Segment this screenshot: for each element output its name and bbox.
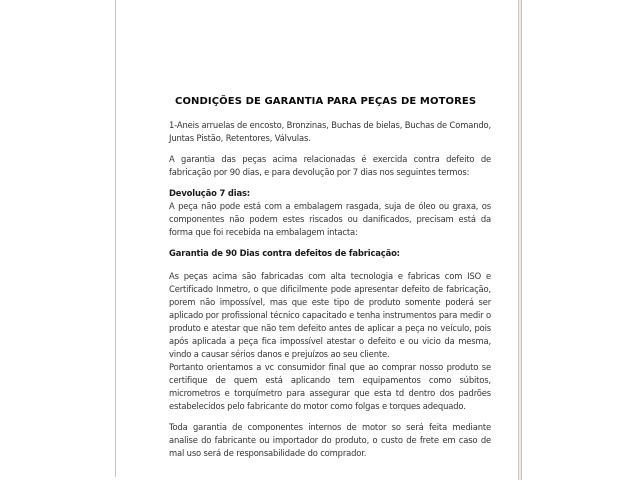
defects-warranty-paragraph-1: As peças acima são fabricadas com alta tecnologia e fabricas com ISO e Certificado Inmetro, o que dificilmente pode apresentar defeito de fabricação, porem não impossível, mas que este tipo de produto somente poderá ser aplicado por profissional técnico capacitado e tenha instrumentos para medir o produto e atestar que não tem defeito antes de aplicar a peça no veículo, pois após aplicada a peça fica impossível atestar o defeito e ou vicio da mesma, vindo a causar sérios danos e prejuízos ao seu cliente. <box>169 271 491 359</box>
document-title: CONDIÇÕES DE GARANTIA PARA PEÇAS DE MOTORES <box>175 96 477 107</box>
right-page-border <box>518 0 522 480</box>
defects-warranty-heading: Garantia de 90 Dias contra defeitos de fabricação: <box>169 248 400 258</box>
return-policy-heading: Devolução 7 dias: <box>169 188 251 198</box>
warranty-document <box>169 96 491 468</box>
warranty-summary-paragraph: A garantia das peças acima relacionadas é exercida contra defeito de fabricação por 90 dias, e para devolução por 7 dias nos seguintes termos: <box>169 154 491 177</box>
defects-warranty-section <box>169 270 491 413</box>
defects-warranty-paragraph-2: Portanto orientamos a vc consumidor final que ao comprar nosso produto se certifique de quem está aplicando tem equipamentos como súbitos, micrometros e torquímetro para assegurar que esta td dentro dos padrões estabelecidos pelo fabricante do motor como folgas e torques adequado. <box>169 362 491 411</box>
return-policy-section <box>169 187 491 239</box>
closing-paragraph: Toda garantia de componentes internos de motor so será feita mediante analise do fabricante ou importador do produto, o custo de frete em caso de mal uso será de responsabilidade do comprador. <box>169 422 491 458</box>
return-policy-paragraph: A peça não pode está com a embalagem rasgada, suja de óleo ou graxa, os componentes não podem estes riscados ou danificados, precisam está da forma que foi recebida na embalagem intacta: <box>169 201 491 237</box>
parts-list-paragraph: 1-Aneis arruelas de encosto, Bronzinas, Buchas de bielas, Buchas de Comando, Juntas Pistão, Retentores, Válvulas. <box>169 120 491 143</box>
left-page-border <box>115 0 116 477</box>
